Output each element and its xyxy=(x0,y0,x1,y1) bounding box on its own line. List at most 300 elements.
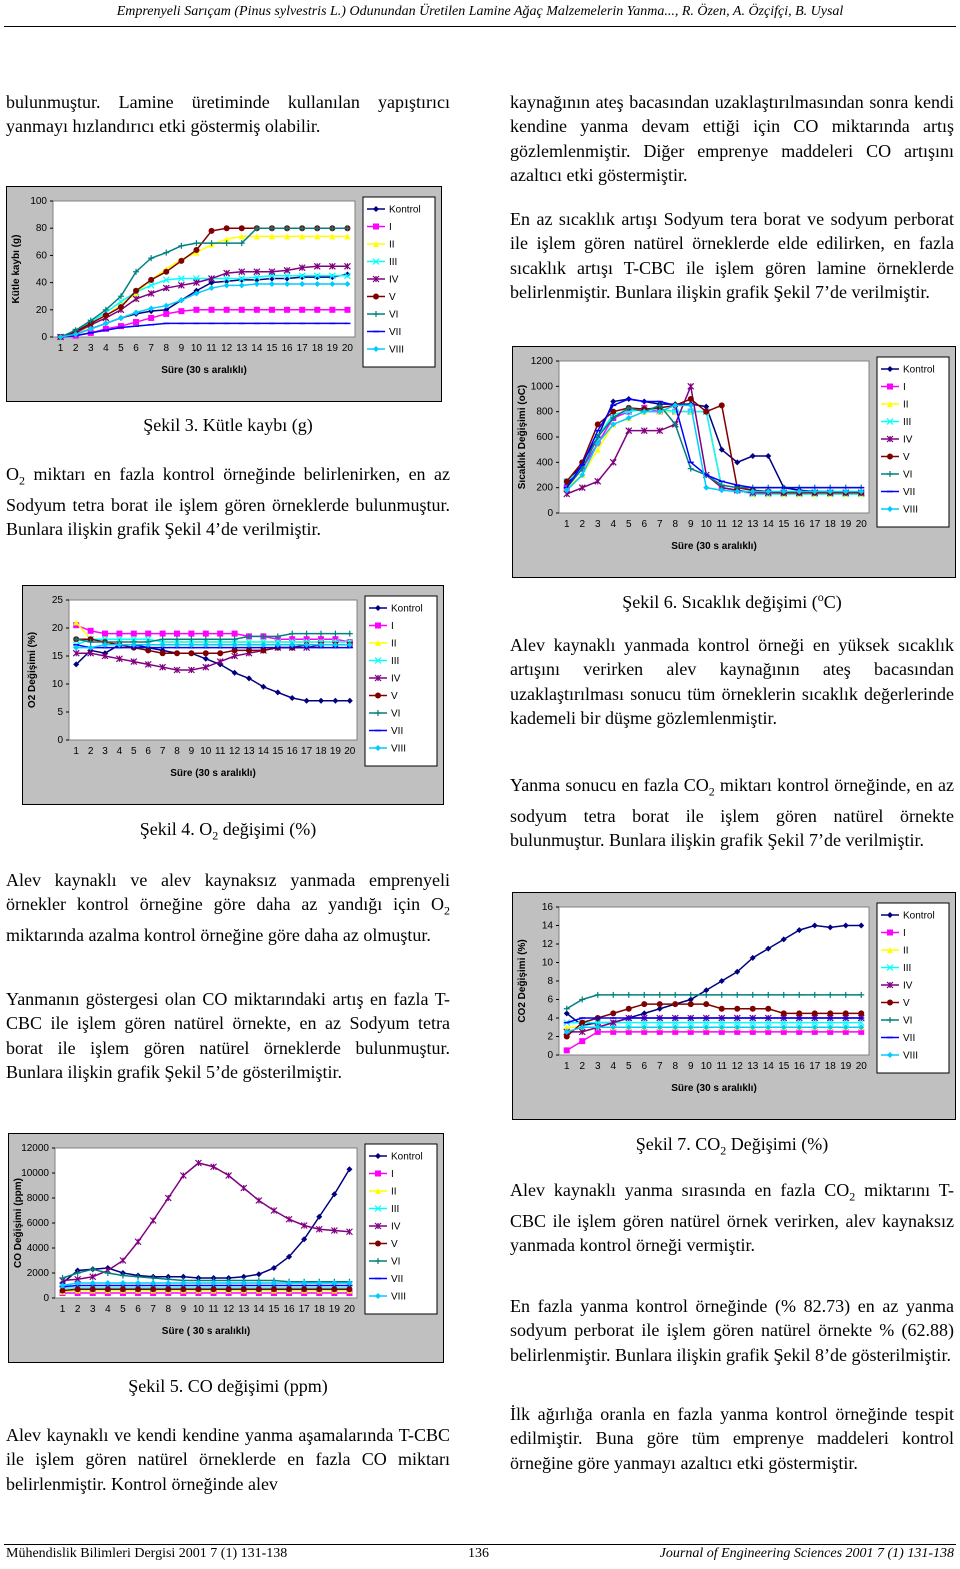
x-tick-label: 3 xyxy=(87,343,94,354)
x-tick-label: 11 xyxy=(716,519,727,530)
legend-label: IV xyxy=(391,1221,401,1233)
x-tick-label: 14 xyxy=(251,343,263,354)
data-point xyxy=(284,307,290,313)
x-tick-label: 7 xyxy=(150,1304,156,1315)
y-tick-label: 16 xyxy=(541,902,553,913)
data-point xyxy=(174,650,180,656)
data-point xyxy=(135,1286,141,1292)
legend-label: III xyxy=(903,963,912,974)
footer-journal-tr: Mühendislik Bilimleri Dergisi 2001 7 (1) 131-138 xyxy=(6,1546,288,1561)
legend-label: VII xyxy=(903,1033,916,1044)
y-tick-label: 6 xyxy=(547,994,553,1006)
x-tick-label: 17 xyxy=(809,1061,821,1072)
x-tick-label: 8 xyxy=(672,1061,679,1072)
footer-journal-en: Journal of Engineering Sciences 2001 7 (1) 131-138 xyxy=(659,1546,954,1561)
y-axis-label: Kütle kaybı (g) xyxy=(11,234,22,304)
data-point xyxy=(195,1286,201,1292)
x-tick-label: 15 xyxy=(778,519,790,530)
x-tick-label: 15 xyxy=(272,746,284,757)
x-tick-label: 9 xyxy=(687,519,694,530)
x-tick-label: 14 xyxy=(762,519,774,530)
data-point xyxy=(239,307,245,313)
x-tick-label: 4 xyxy=(116,746,123,757)
x-axis-label: Süre (30 s aralıklı) xyxy=(671,1083,757,1094)
legend-label: V xyxy=(391,691,398,702)
legend-label: IV xyxy=(391,673,401,685)
x-tick-label: 16 xyxy=(281,343,293,354)
data-point xyxy=(163,311,169,317)
legend-label: III xyxy=(389,257,398,268)
x-tick-label: 16 xyxy=(793,1061,805,1072)
x-tick-label: 6 xyxy=(145,746,151,757)
data-point xyxy=(827,1010,833,1016)
legend-label: VI xyxy=(389,309,399,321)
figure-6-svg xyxy=(513,347,955,577)
legend-label: I xyxy=(903,382,906,393)
x-tick-label: 16 xyxy=(286,746,298,757)
data-point xyxy=(564,1047,570,1053)
legend-label: V xyxy=(391,1239,398,1250)
data-point xyxy=(329,307,335,313)
legend-label: Kontrol xyxy=(389,204,421,216)
data-point xyxy=(188,631,194,637)
data-point xyxy=(211,1286,217,1292)
data-point xyxy=(796,1010,802,1016)
y-tick-label: 8000 xyxy=(26,1193,49,1204)
data-point xyxy=(193,307,199,313)
x-tick-label: 4 xyxy=(105,1304,111,1315)
legend-label: II xyxy=(391,638,397,650)
x-tick-label: 6 xyxy=(641,1061,648,1072)
x-axis-label: Süre (30 s aralıklı) xyxy=(170,768,256,779)
data-point xyxy=(131,631,137,637)
x-tick-label: 12 xyxy=(223,1304,235,1315)
legend-label: I xyxy=(391,1169,394,1180)
y-tick-label: 100 xyxy=(30,196,47,207)
x-tick-label: 1 xyxy=(57,343,64,354)
y-tick-label: 10 xyxy=(541,957,553,969)
y-tick-label: 0 xyxy=(547,508,553,519)
x-tick-label: 12 xyxy=(221,343,233,354)
x-tick-label: 14 xyxy=(762,1061,774,1072)
figure-7-caption: Şekil 7. $CO_2$ Değişimi (%) xyxy=(635,1134,829,1158)
x-tick-label: 19 xyxy=(840,519,852,530)
x-tick-label: 19 xyxy=(328,1304,340,1315)
data-point xyxy=(703,1001,709,1007)
y-tick-label: 4 xyxy=(547,1013,553,1024)
y-axis-label: CO Değişimi (ppm) xyxy=(13,1177,24,1269)
data-point xyxy=(103,312,109,318)
x-tick-label: 20 xyxy=(855,519,867,530)
x-tick-label: 15 xyxy=(778,1061,790,1072)
x-axis-label: Süre (30 s aralıklı) xyxy=(161,365,247,376)
left-paragraph-4: Yanmanın göstergesi olan CO miktarındaki artış en fazla T-CBC ile işlem gören natürel örnekte, en az Sodyum tetra borat ile işlem gören natürel örneklerde bulunmuştur. Bunlara ilişkin grafik Şekil 5’de gösterilmiştir. xyxy=(6,989,450,1082)
legend-label: IV xyxy=(903,980,913,992)
data-point xyxy=(719,402,725,408)
legend-marker xyxy=(375,623,381,629)
y-tick-label: 5 xyxy=(57,707,63,718)
right-paragraph-6: En fazla yanma kontrol örneğinde (% 82.73) en az yanma sodyum perborat ile işlem gören natürel örnekte % (62.88) belirlenmiştir. Bunlara ilişkin grafik Şekil 8’de gösterilmiştir. xyxy=(510,1296,954,1365)
y-tick-label: 0 xyxy=(547,1050,553,1061)
legend-label: I xyxy=(389,222,392,233)
y-tick-label: 600 xyxy=(536,432,553,443)
x-tick-label: 7 xyxy=(159,746,166,757)
legend-label: VIII xyxy=(903,504,919,516)
data-point xyxy=(90,1286,96,1292)
data-point xyxy=(133,319,139,325)
data-point xyxy=(750,1006,756,1012)
x-tick-label: 18 xyxy=(315,746,327,757)
y-tick-label: 10 xyxy=(51,679,63,690)
data-point xyxy=(193,247,199,253)
x-tick-label: 20 xyxy=(343,1304,356,1315)
y-axis-label: Sıcaklık Değişimi (oC) xyxy=(517,384,528,490)
x-tick-label: 16 xyxy=(793,519,805,530)
x-tick-label: 4 xyxy=(610,1061,617,1072)
data-point xyxy=(163,269,169,275)
x-tick-label: 3 xyxy=(89,1304,96,1315)
y-tick-label: 80 xyxy=(35,223,47,235)
x-tick-label: 10 xyxy=(192,1304,205,1315)
legend-label: VI xyxy=(391,1256,401,1268)
x-tick-label: 9 xyxy=(180,1304,187,1315)
data-point xyxy=(314,307,320,313)
figure-6-caption: Şekil 6. Sıcaklık değişimi ($^o$C) xyxy=(622,590,842,612)
data-point xyxy=(331,1286,337,1292)
data-point xyxy=(178,258,184,264)
data-point xyxy=(116,631,122,637)
left-paragraph-5: Alev kaynaklı ve kendi kendine yanma aşamalarında T-CBC ile işlem gören natürel örneklerde en fazla CO miktarı belirlenmiştir. Kontrol örneğinde alev xyxy=(6,1425,450,1494)
x-axis-label: Süre ( 30 s aralıklı) xyxy=(161,1326,251,1337)
legend-label: VI xyxy=(903,469,913,481)
footer-page-number: 136 xyxy=(468,1546,489,1561)
footer-rule xyxy=(4,1544,956,1545)
data-point xyxy=(719,1006,725,1012)
data-point xyxy=(217,650,223,656)
y-tick-label: 25 xyxy=(51,595,63,606)
data-point xyxy=(579,1038,585,1044)
y-tick-label: 40 xyxy=(35,277,47,289)
x-tick-label: 10 xyxy=(190,343,203,354)
y-tick-label: 8 xyxy=(547,976,553,987)
x-tick-label: 9 xyxy=(687,1061,694,1072)
x-tick-label: 6 xyxy=(135,1304,141,1315)
legend-label: VII xyxy=(391,1274,404,1285)
y-tick-label: 1000 xyxy=(530,381,553,393)
x-tick-label: 10 xyxy=(200,746,212,757)
figure-6-chart xyxy=(512,346,956,578)
x-tick-label: 13 xyxy=(747,519,759,530)
data-point xyxy=(610,1010,616,1016)
y-tick-label: 60 xyxy=(35,250,47,262)
data-point xyxy=(209,228,215,234)
x-tick-label: 5 xyxy=(625,519,632,530)
legend-label: III xyxy=(391,656,400,667)
x-tick-label: 11 xyxy=(206,343,217,354)
x-tick-label: 2 xyxy=(579,519,586,530)
figure-4-chart xyxy=(22,585,444,805)
data-point xyxy=(180,1286,186,1292)
plot-area xyxy=(559,907,869,1055)
x-tick-label: 18 xyxy=(824,1061,836,1072)
x-tick-label: 14 xyxy=(257,746,269,757)
legend-label: III xyxy=(391,1204,400,1215)
y-tick-label: 1200 xyxy=(530,356,553,367)
right-paragraph-4: Yanma sonucu en fazla $CO_2$ miktarı kontrol örneğinde, en az sodyum tetra borat ile işlem gören natürel örnekte bulunmuştur. Bunlara ilişkin grafik Şekil 7’de verilmiştir. xyxy=(510,775,954,851)
right-paragraph-7: İlk ağırlığa oranla en fazla yanma kontrol örneğinde tespit edilmiştir. Buna göre tüm emprenye maddeleri kontrol örneğine göre yanmayı azaltıcı etki göstermiştir. xyxy=(510,1404,954,1473)
data-point xyxy=(224,307,230,313)
x-tick-label: 20 xyxy=(344,746,356,757)
y-axis-label: O2 Değişimi (%) xyxy=(27,631,38,709)
x-tick-label: 8 xyxy=(174,746,180,757)
x-tick-label: 13 xyxy=(238,1304,250,1315)
figure-7-svg xyxy=(513,893,955,1119)
data-point xyxy=(232,631,238,637)
x-tick-label: 11 xyxy=(716,1061,727,1072)
plot-area xyxy=(55,1148,357,1298)
data-point xyxy=(88,628,94,634)
x-tick-label: 4 xyxy=(610,519,617,530)
x-tick-label: 10 xyxy=(700,1061,712,1072)
legend-label: Kontrol xyxy=(391,1151,423,1163)
x-tick-label: 4 xyxy=(103,343,109,354)
figure-7-chart xyxy=(512,892,956,1120)
data-point xyxy=(224,225,230,231)
y-axis-label: CO2 Değişimi (%) xyxy=(517,939,528,1023)
x-tick-label: 8 xyxy=(672,519,679,530)
x-tick-label: 15 xyxy=(266,343,278,354)
legend-label: VII xyxy=(389,327,402,338)
data-point xyxy=(688,1001,694,1007)
x-tick-label: 3 xyxy=(594,1061,601,1072)
data-point xyxy=(781,1010,787,1016)
data-point xyxy=(239,225,245,231)
data-point xyxy=(672,1001,678,1007)
data-point xyxy=(102,631,108,637)
x-tick-label: 1 xyxy=(563,519,570,530)
running-header: Emprenyeli Sarıçam (Pinus sylvestris L.) Odunundan Üretilen Lamine Ağaç Malzemelerin Yanma..., R. Özen, A. Özçifçi, B. Uysal xyxy=(116,4,844,19)
x-tick-label: 18 xyxy=(824,519,836,530)
data-point xyxy=(765,1006,771,1012)
legend-marker xyxy=(373,224,379,230)
legend-label: V xyxy=(389,292,396,303)
legend-label: Kontrol xyxy=(903,910,935,922)
data-point xyxy=(145,631,151,637)
y-tick-label: 12 xyxy=(541,939,553,950)
figure-3-svg xyxy=(7,187,441,401)
data-point xyxy=(734,1006,740,1012)
legend-label: II xyxy=(391,1186,397,1198)
data-point xyxy=(286,1286,292,1292)
y-tick-label: 20 xyxy=(51,623,63,634)
data-point xyxy=(641,1001,647,1007)
x-tick-label: 17 xyxy=(298,1304,310,1315)
data-point xyxy=(254,307,260,313)
legend-label: II xyxy=(903,399,909,411)
x-tick-label: 1 xyxy=(73,746,79,757)
data-point xyxy=(256,1286,262,1292)
legend-label: I xyxy=(391,621,394,632)
x-tick-label: 1 xyxy=(563,1061,570,1072)
y-tick-label: 4000 xyxy=(26,1243,49,1254)
data-point xyxy=(703,409,709,415)
legend-label: VII xyxy=(391,726,404,737)
legend-label: VIII xyxy=(391,1291,407,1303)
y-tick-label: 6000 xyxy=(26,1218,49,1229)
x-tick-label: 5 xyxy=(118,343,124,354)
x-tick-label: 5 xyxy=(625,1061,632,1072)
x-tick-label: 12 xyxy=(229,746,241,757)
legend-marker xyxy=(375,693,381,699)
data-point xyxy=(133,288,139,294)
x-tick-label: 19 xyxy=(840,1061,852,1072)
data-point xyxy=(217,631,223,637)
legend-label: VIII xyxy=(391,743,407,755)
x-tick-label: 3 xyxy=(594,519,601,530)
x-tick-label: 8 xyxy=(163,343,170,354)
left-paragraph-1: bulunmuştur. Lamine üretiminde kullanılan yapıştırıcı yanmayı hızlandırıcı etki göstermiş olabilir. xyxy=(6,92,450,137)
data-point xyxy=(843,1010,849,1016)
data-point xyxy=(269,307,275,313)
x-tick-label: 17 xyxy=(809,519,821,530)
right-paragraph-5: Alev kaynaklı yanma sırasında en fazla $CO_2$ miktarını T-CBC ile işlem gören natürel örnek verirken, alev kaynaksız yanmada kontrol örneği vermiştir. xyxy=(510,1180,955,1256)
x-tick-label: 7 xyxy=(656,519,663,530)
legend-marker xyxy=(887,930,893,936)
right-paragraph-1: kaynağının ateş bacasından uzaklaştırılmasından sonra kendi kendine yanma devam ettiği için CO miktarında artış gözlemlenmiştir. Diğer emprenye maddeleri CO artışını azaltıcı etki göstermiştir. xyxy=(510,92,954,185)
data-point xyxy=(203,631,209,637)
y-tick-label: 0 xyxy=(41,332,47,343)
y-tick-label: 200 xyxy=(536,482,553,494)
legend-label: II xyxy=(903,945,909,957)
x-tick-label: 2 xyxy=(87,746,94,757)
data-point xyxy=(271,1286,277,1292)
data-point xyxy=(316,1286,322,1292)
legend-marker xyxy=(887,384,893,390)
data-point xyxy=(174,631,180,637)
data-point xyxy=(105,1286,111,1292)
left-paragraph-3: Alev kaynaklı ve alev kaynaksız yanmada emprenyeli örnekler kontrol örneğine göre daha az yandığı için $O_2$ miktarında azalma kontrol örneğine göre daha az olmuştur. xyxy=(6,870,450,946)
data-point xyxy=(120,1286,126,1292)
x-tick-label: 19 xyxy=(329,746,341,757)
legend-label: V xyxy=(903,452,910,463)
x-tick-label: 13 xyxy=(236,343,248,354)
x-tick-label: 20 xyxy=(855,1061,867,1072)
data-point xyxy=(299,307,305,313)
legend-label: VII xyxy=(903,487,916,498)
x-tick-label: 15 xyxy=(268,1304,280,1315)
x-tick-label: 13 xyxy=(243,746,255,757)
data-point xyxy=(858,1010,864,1016)
y-tick-label: 10000 xyxy=(21,1168,49,1179)
data-point xyxy=(301,1286,307,1292)
data-point xyxy=(203,650,209,656)
figure-5-caption: Şekil 5. CO değişimi (ppm) xyxy=(128,1376,328,1396)
x-tick-label: 2 xyxy=(72,343,79,354)
plot-area xyxy=(69,600,357,740)
y-tick-label: 800 xyxy=(536,406,553,418)
y-tick-label: 15 xyxy=(51,651,63,662)
legend-marker xyxy=(887,1000,893,1006)
legend-label: I xyxy=(903,928,906,939)
legend-label: Kontrol xyxy=(903,364,935,376)
figure-5-svg xyxy=(9,1134,443,1362)
x-tick-label: 17 xyxy=(296,343,308,354)
x-tick-label: 3 xyxy=(102,746,108,757)
data-point xyxy=(226,1286,232,1292)
data-point xyxy=(150,1286,156,1292)
x-tick-label: 10 xyxy=(700,519,712,530)
data-point xyxy=(118,304,124,310)
figure-5-chart xyxy=(8,1133,444,1363)
legend-label: VIII xyxy=(389,344,405,356)
data-point xyxy=(812,1010,818,1016)
y-tick-label: 14 xyxy=(541,920,553,932)
x-tick-label: 5 xyxy=(131,746,137,757)
right-paragraph-2: En az sıcaklık artışı Sodyum tera borat ve sodyum perborat ile işlem gören natürel örneklerde elde edilirken, en fazla sıcaklık artışı T-CBC ile işlem gören lamine örneklerde belirlenmiştir. Bunlara ilişkin grafik Şekil 7’de verilmiştir. xyxy=(510,209,954,302)
data-point xyxy=(241,1286,247,1292)
data-point xyxy=(165,1286,171,1292)
x-tick-label: 12 xyxy=(731,1061,743,1072)
x-tick-label: 17 xyxy=(301,746,313,757)
y-tick-label: 0 xyxy=(43,1293,49,1304)
y-tick-label: 400 xyxy=(536,457,553,469)
legend-label: VIII xyxy=(903,1050,919,1062)
data-point xyxy=(178,308,184,314)
x-tick-label: 8 xyxy=(165,1304,172,1315)
legend-label: VI xyxy=(903,1015,913,1027)
x-tick-label: 18 xyxy=(313,1304,325,1315)
legend-marker xyxy=(375,1241,381,1247)
x-tick-label: 6 xyxy=(133,343,139,354)
data-point xyxy=(657,1001,663,1007)
x-tick-label: 11 xyxy=(208,1304,219,1315)
legend-marker xyxy=(375,1171,381,1177)
data-point xyxy=(160,650,166,656)
data-point xyxy=(148,315,154,321)
y-tick-label: 12000 xyxy=(21,1143,49,1154)
left-paragraph-2: $O_2$ miktarı en fazla kontrol örneğinde belirlenirken, en az Sodyum tetra borat ile işlem gören örneklerde bulunmuştur. Bunlara ilişkin grafik Şekil 4’de verilmiştir. xyxy=(6,464,450,540)
x-tick-label: 5 xyxy=(120,1304,126,1315)
y-tick-label: 0 xyxy=(57,735,63,746)
data-point xyxy=(75,1286,81,1292)
figure-4-svg xyxy=(23,586,443,804)
header-rule xyxy=(4,26,956,27)
data-point xyxy=(209,307,215,313)
x-tick-label: 13 xyxy=(747,1061,759,1072)
x-tick-label: 2 xyxy=(579,1061,586,1072)
data-point xyxy=(626,1006,632,1012)
data-point xyxy=(344,307,350,313)
x-tick-label: 1 xyxy=(59,1304,66,1315)
x-tick-label: 9 xyxy=(188,746,195,757)
y-tick-label: 2 xyxy=(547,1031,553,1043)
data-point xyxy=(346,1286,352,1292)
x-axis-label: Süre (30 s aralıklı) xyxy=(671,541,757,552)
y-tick-label: 2000 xyxy=(26,1268,49,1279)
data-point xyxy=(688,396,694,402)
legend-label: Kontrol xyxy=(391,603,423,615)
legend-marker xyxy=(373,294,379,300)
x-tick-label: 19 xyxy=(326,343,338,354)
legend-label: V xyxy=(903,998,910,1009)
figure-4-caption: Şekil 4. $O_2$ değişimi (%) xyxy=(139,819,317,843)
x-tick-label: 12 xyxy=(731,519,743,530)
figure-3-chart xyxy=(6,186,442,402)
x-tick-label: 14 xyxy=(253,1304,265,1315)
data-point xyxy=(188,650,194,656)
legend-label: IV xyxy=(903,434,913,446)
legend-label: VI xyxy=(391,708,401,720)
